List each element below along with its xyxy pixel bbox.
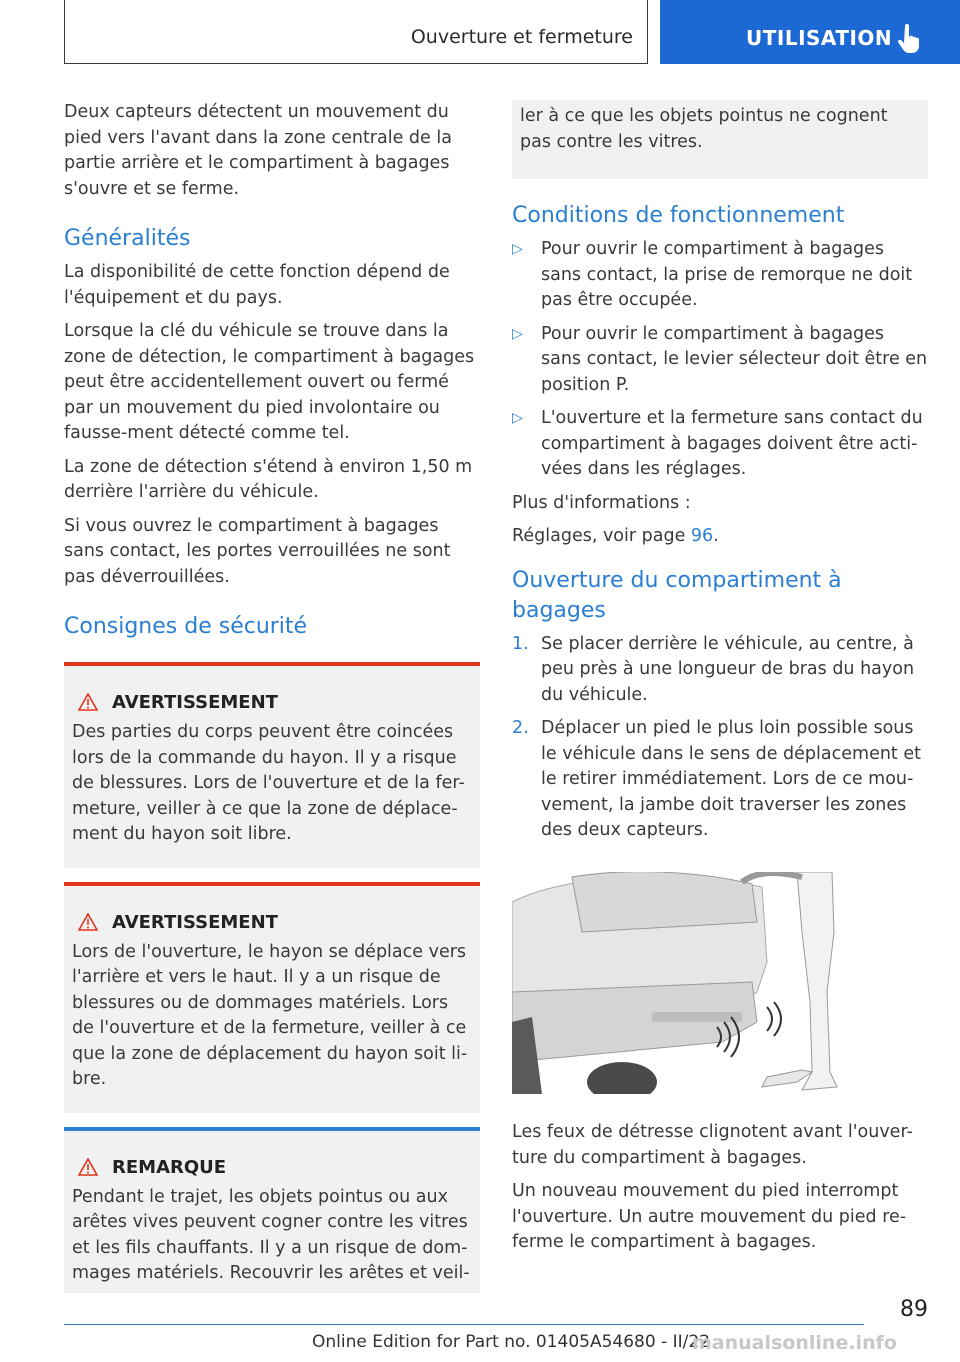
- warning-box-1: [64, 662, 480, 868]
- opening-steps: [512, 632, 928, 844]
- list-item: 1. Se placer derrière le véhicule, au centre, à peu près à une longueur de bras du hayon du véhicule.: [512, 633, 915, 705]
- warning-triangle-icon: [78, 1158, 98, 1176]
- list-item: 2. Déplacer un pied le plus loin possible sous le véhicule dans le sens de déplacement et le retirer immédiatement. Lors de ce mou-vement, la jambe doit traverser les zones des deux capteurs.: [512, 718, 921, 840]
- general-heading: Généralités: [64, 226, 191, 251]
- general-paragraph-2: Lorsque la clé du véhicule se trouve dans la zone de détection, le compartiment à bagages peut être accidentellement ouvert ou fermé par un mouvement du pied involontaire ou fausse-ment détecté comme tel.: [64, 321, 475, 443]
- hand-pointer-icon: [896, 24, 922, 54]
- general-paragraph-1: La disponibilité de cette fonction dépend de l'équipement et du pays.: [64, 262, 450, 308]
- warning-triangle-icon: [78, 693, 98, 711]
- left-column: [64, 100, 480, 1293]
- section-title: Ouverture et fermeture: [410, 26, 633, 48]
- chapter-label: UTILISATION: [746, 26, 893, 50]
- triangle-bullet-icon: ▷: [512, 410, 523, 426]
- warning-title-row-2: [72, 910, 472, 936]
- note-continued-box: [512, 100, 928, 179]
- list-item: ▷ Pour ouvrir le compartiment à bagages sans contact, la prise de remorque ne doit pas être occupée.: [512, 239, 913, 310]
- more-info-label: Plus d'informations :: [512, 492, 691, 513]
- list-item: ▷ Pour ouvrir le compartiment à bagages sans contact, le levier sélecteur doit être en position P.: [512, 323, 928, 395]
- note-continued-text: ler à ce que les objets pointus ne cognent pas contre les vitres.: [520, 106, 888, 152]
- conditions-heading: Conditions de fonctionnement: [512, 203, 845, 228]
- note-title: REMARQUE: [112, 1156, 227, 1178]
- opening-heading: Ouverture du compartiment à bagages: [512, 567, 842, 623]
- warning-title-1: AVERTISSEMENT: [112, 692, 278, 713]
- edition-text: Online Edition for Part no. 01405A54680 - II/22: [312, 1332, 711, 1352]
- note-box: [64, 1127, 480, 1293]
- settings-reference: Réglages, voir page 96.: [512, 526, 719, 546]
- safety-heading: Consignes de sécurité: [64, 614, 308, 639]
- after-paragraph-2: Un nouveau mouvement du pied interrompt l'ouverture. Un autre mouvement du pied re-ferme le compartiment à bagages.: [512, 1181, 907, 1252]
- after-paragraph-1: Les feux de détresse clignotent avant l'ouver-ture du compartiment à bagages.: [512, 1122, 913, 1168]
- footer-divider: [64, 1324, 864, 1325]
- page-link[interactable]: 96: [690, 526, 714, 546]
- note-title-row: [72, 1155, 472, 1181]
- page-number: 89: [900, 1297, 928, 1322]
- right-column: [512, 100, 928, 1264]
- header-section-box: [64, 0, 648, 64]
- warning-triangle-icon: [78, 913, 98, 931]
- warning-title-row-1: [72, 690, 472, 716]
- conditions-list: [512, 237, 928, 483]
- warning-text-1: Des parties du corps peuvent être coincées lors de la commande du hayon. Il y a risque de blessures. Lors de l'ouverture et de la fer-meture, veiller à ce que la zone de déplace-ment du hayon soit libre.: [72, 722, 465, 844]
- general-paragraph-3: La zone de détection s'étend à environ 1,50 m derrière l'arrière du véhicule.: [64, 456, 473, 502]
- kick-sensor-illustration: [512, 872, 852, 1094]
- triangle-bullet-icon: ▷: [512, 325, 523, 342]
- triangle-bullet-icon: ▷: [512, 241, 523, 257]
- chapter-tab[interactable]: [660, 0, 960, 64]
- warning-title-2: AVERTISSEMENT: [112, 911, 278, 933]
- warning-box-2: [64, 882, 480, 1113]
- list-item: ▷ L'ouverture et la fermeture sans contact du compartiment à bagages doivent être acti-vées dans les réglages.: [512, 408, 923, 479]
- intro-paragraph: Deux capteurs détectent un mouvement du pied vers l'avant dans la zone centrale de la partie arrière et le compartiment à bagages s'ouvre et se ferme.: [64, 102, 452, 199]
- warning-text-2: Lors de l'ouverture, le hayon se déplace vers l'arrière et vers le haut. Il y a un risque de blessures ou de dommages matériels. Lors de l'ouverture et de la fermeture, veiller à ce que la zone de déplacement du hayon soit li-bre.: [72, 941, 468, 1089]
- general-paragraph-4: Si vous ouvrez le compartiment à bagages sans contact, les portes verrouillées ne sont pas déverrouillées.: [64, 515, 451, 587]
- note-text: Pendant le trajet, les objets pointus ou aux arêtes vives peuvent cogner contre les vitres et les fils chauffants. Il y a un risque de dom-mages matériels. Recouvrir les arêtes et veil-: [72, 1186, 470, 1283]
- watermark: manualsonline.info: [692, 1332, 897, 1354]
